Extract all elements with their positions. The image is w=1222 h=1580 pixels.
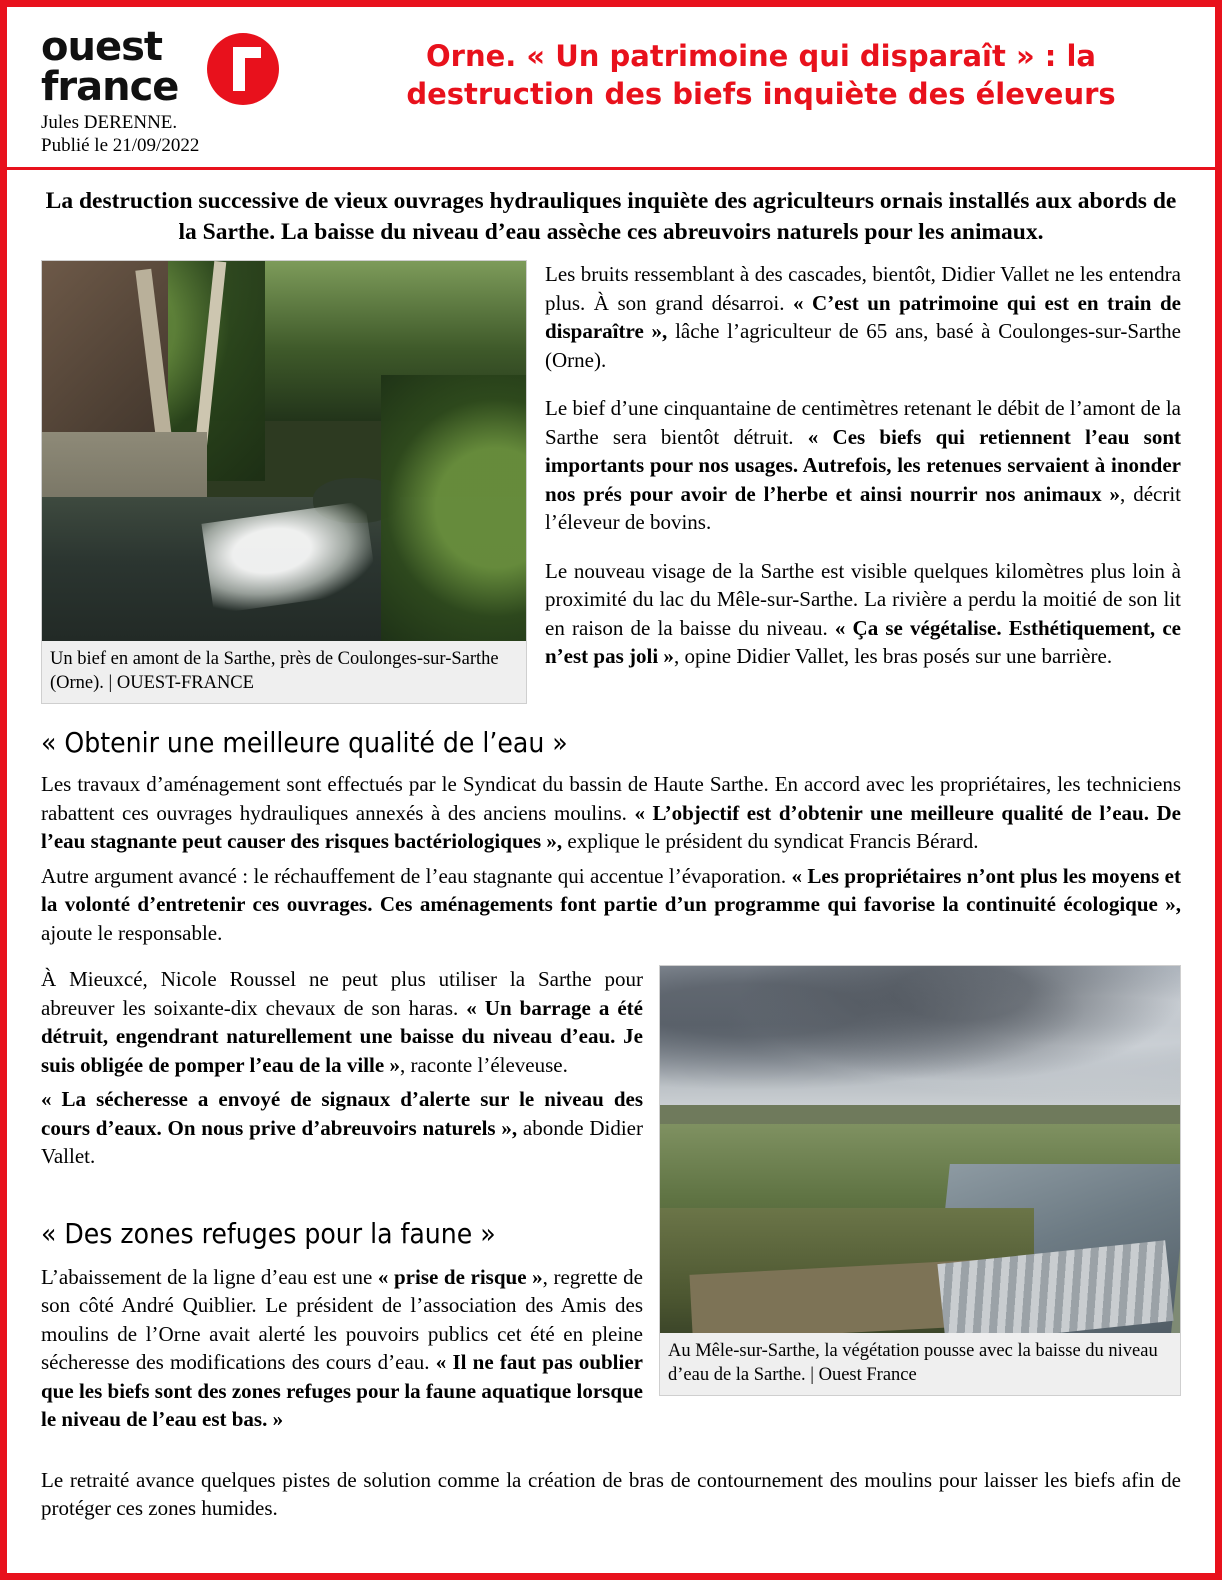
intro-p1-part3: lâche l’agriculteur de 65 ans, basé à Coulonges-sur-Sarthe (Orne).	[545, 319, 1181, 372]
standfirst: La destruction successive de vieux ouvrages hydrauliques inquiète des agriculteurs ornais installés aux abords de la Sarthe. La baisse du niveau d’eau assèche ces abreuvoirs naturels pour les animaux.	[45, 188, 1177, 245]
s1-p1-part3: explique le président du syndicat Francis Bérard.	[562, 829, 979, 853]
s1-p2-part1: Autre argument avancé : le réchauffement de l’eau stagnante qui accentue l’évaporation.	[41, 863, 792, 888]
s3-p1-quote2: « Il ne faut pas oublier que les biefs sont des zones refuges pour la faune aquatique lorsque le niveau de l’eau est bas. »	[41, 1350, 643, 1431]
photo-figure-1	[41, 260, 527, 704]
s2-p1-part3: , raconte l’éleveuse.	[399, 1052, 568, 1077]
byline	[41, 111, 329, 157]
middle-section	[41, 965, 1181, 1440]
s2-p1-part1: À Mieuxcé, Nicole Roussel ne peut plus utiliser la Sarthe pour abreuver les soixante-dix chevaux de son haras.	[41, 967, 643, 1020]
page-inner	[7, 7, 1215, 1573]
author-name: Jules DERENNE.	[41, 112, 178, 133]
s2-p1-quote: « Un barrage a été détruit, engendrant naturellement une baisse du niveau d’eau. Je suis obligée de pomper l’eau de la ville »	[41, 995, 643, 1077]
section3-paragraph-1	[41, 1263, 643, 1434]
photo-caption-1: Un bief en amont de la Sarthe, près de Coulonges-sur-Sarthe (Orne). | OUEST-FRANCE	[42, 641, 526, 703]
section2-body	[41, 965, 643, 1440]
logo-line2: france	[41, 64, 179, 110]
header-divider	[7, 167, 1215, 170]
intro-paragraph-3	[545, 557, 1181, 671]
section1-paragraph-2	[41, 862, 1181, 948]
section-heading-3: « Des zones refuges pour la faune »	[41, 1216, 496, 1250]
photo-image-1	[42, 261, 526, 641]
photo-image-2	[660, 966, 1180, 1333]
intro-p1-part1: Les bruits ressemblant à des cascades, bientôt, Didier Vallet ne les entendra plus. À son grand désarroi.	[545, 262, 1181, 315]
intro-p3-part3: , opine Didier Vallet, les bras posés sur une barrière.	[673, 644, 1113, 668]
publish-date: Publié le 21/09/2022	[41, 135, 200, 156]
intro-paragraph-2	[545, 394, 1181, 537]
photo-caption-2: Au Mêle-sur-Sarthe, la végétation pousse avec la baisse du niveau d’eau de la Sarthe. | Ouest France	[660, 1333, 1180, 1395]
page-header	[29, 13, 1193, 165]
logo-line1: ouest	[41, 24, 163, 70]
s1-p2-quote: « Les propriétaires n’ont plus les moyens et la volonté d’entretenir ces ouvrages. Ces aménagements font partie d’un programme qui favorise la continuité écologique »,	[41, 863, 1181, 916]
intro-p2-part1: Le bief d’une cinquantaine de centimètres retenant le débit de l’amont de la Sarthe sera bientôt détruit.	[545, 396, 1181, 449]
intro-p3-quote: « Ça se végétalise. Esthétiquement, ce n’est pas joli »	[545, 615, 1181, 668]
intro-p3-part1: Le nouveau visage de la Sarthe est visible quelques kilomètres plus loin à proximité du lac du Mêle-sur-Sarthe. La rivière a perdu la moitié de son lit en raison de la baisse du niveau.	[545, 558, 1181, 640]
intro-paragraph-1	[545, 260, 1181, 374]
logo-wordmark	[41, 24, 179, 110]
s3-p1-part1: L’abaissement de la ligne d’eau est une	[41, 1264, 378, 1289]
intro-p2-part3: , décrit l’éleveur de bovins.	[545, 481, 1182, 534]
section2-paragraph-1	[41, 965, 643, 1079]
logo-f-circle-icon	[207, 33, 279, 105]
intro-text-column	[545, 260, 1181, 671]
s2-p2-part3: abonde Didier Vallet.	[41, 1115, 643, 1168]
section2-paragraph-2	[41, 1085, 643, 1171]
section-heading-1: « Obtenir une meilleure qualité de l’eau »	[41, 726, 568, 759]
page-title: Orne. « Un patrimoine qui disparaît » : la destruction des biefs inquiète des éleveurs	[406, 39, 1116, 111]
ouest-france-logo	[41, 24, 291, 110]
section1-paragraph-1	[41, 770, 1181, 856]
s1-p2-part3: ajoute le responsable.	[41, 920, 223, 945]
intro-p1-quote: « C’est un patrimoine qui est en train de disparaître »,	[545, 290, 1181, 343]
s3-p1-quote1: « prise de risque »	[377, 1264, 543, 1289]
s1-p1-part1: Les travaux d’aménagement sont effectués par le Syndicat du bassin de Haute Sarthe. En accord avec les propriétaires, les techniciens rabattent ces ouvrages hydrauliques annexés à des anciens moulins.	[41, 772, 1181, 825]
s3-p1-part3: , regrette de son côté André Quiblier. Le président de l’association des Amis des moulins de l’Orne avait alerté les pouvoirs publics cet été en pleine sécheresse des modifications des cours d’eau.	[41, 1264, 643, 1374]
brand-block	[29, 24, 329, 157]
s2-p2-quote: « La sécheresse a envoyé de signaux d’alerte sur le niveau des cours d’eaux. On nous prive d’abreuvoirs naturels »,	[41, 1087, 643, 1140]
s1-p1-quote: « L’objectif est d’obtenir une meilleure qualité de l’eau. De l’eau stagnante peut causer des risques bactériologiques »,	[41, 800, 1182, 853]
section1-body	[41, 770, 1181, 947]
intro-p2-quote: « Ces biefs qui retiennent l’eau sont importants pour nos usages. Autrefois, les retenues servaient à inonder nos prés pour avoir de l’herbe et ainsi nourrir nos animaux »	[545, 424, 1181, 506]
top-section	[41, 260, 1181, 704]
closing-paragraph: Le retraité avance quelques pistes de solution comme la création de bras de contournement des moulins pour laisser les biefs afin de protéger ces zones humides.	[41, 1467, 1181, 1520]
photo-figure-2	[659, 965, 1181, 1396]
